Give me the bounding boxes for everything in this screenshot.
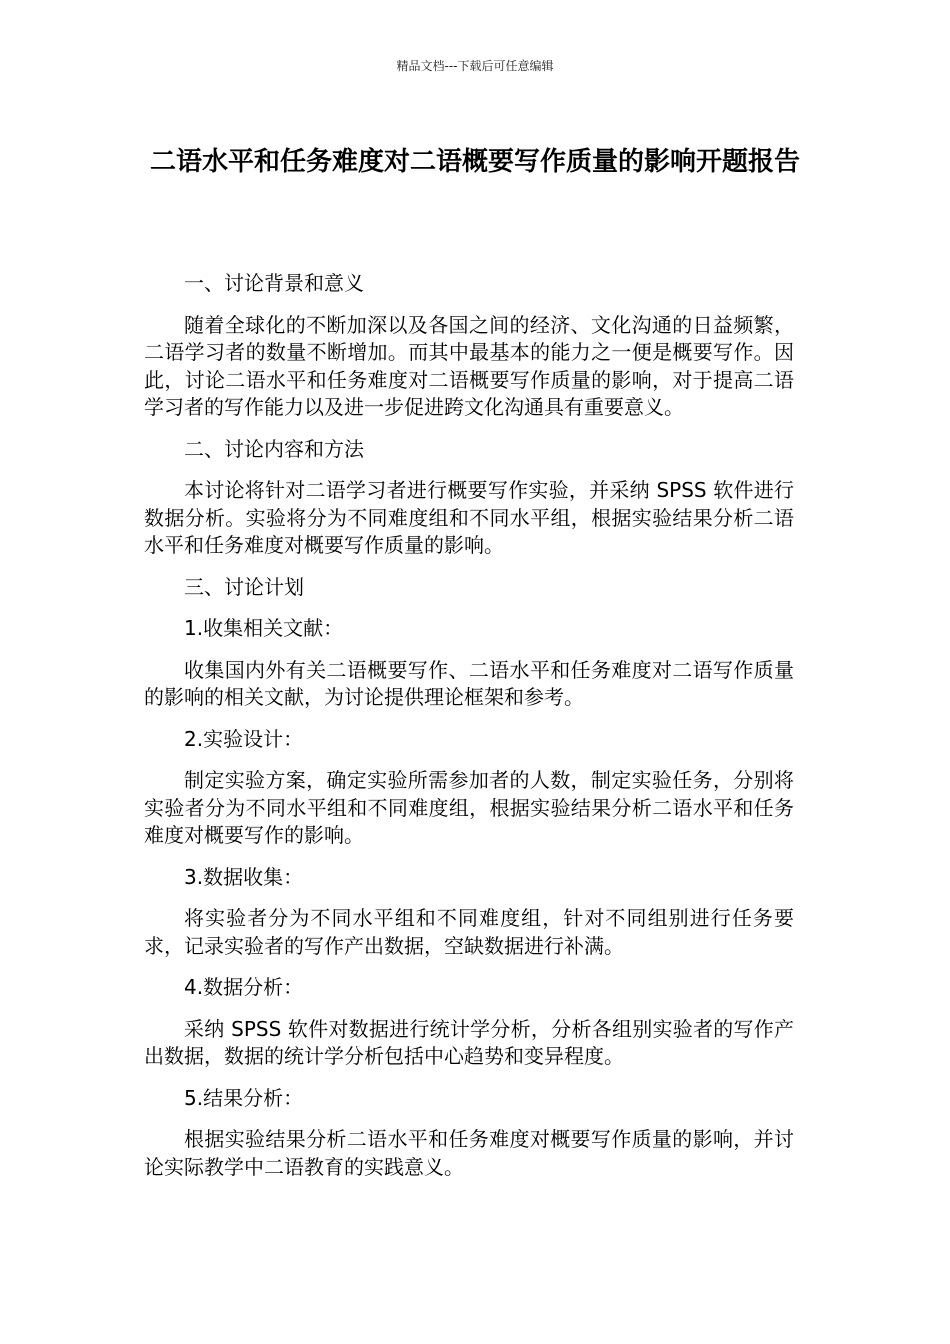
plan-step-3-heading: 3.数据收集： (184, 864, 304, 889)
section-heading-content-method: 二、讨论内容和方法 (184, 436, 364, 461)
plan-step-2-text: 制定实验方案，确定实验所需参加者的人数，制定实验任务，分别将实验者分为不同水平组和不同难度组，根据实验结果分析二语水平和任务难度对概要写作的影响。 (144, 768, 794, 847)
plan-step-5-heading: 5.结果分析： (184, 1085, 304, 1110)
plan-step-4-text: 采纳 SPSS 软件对数据进行统计学分析，分析各组别实验者的写作产出数据，数据的统计学分析包括中心趋势和变异程度。 (144, 1016, 794, 1068)
plan-step-3-text: 将实验者分为不同水平组和不同难度组，针对不同组别进行任务要求，记录实验者的写作产出数据，空缺数据进行补满。 (144, 906, 794, 958)
plan-step-4-heading: 4.数据分析： (184, 975, 304, 999)
plan-step-5-text: 根据实验结果分析二语水平和任务难度对概要写作质量的影响，并讨论实际教学中二语教育的实践意义。 (144, 1127, 794, 1179)
paragraph-background: 随着全球化的不断加深以及各国之间的经济、文化沟通的日益频繁，二语学习者的数量不断增加。而其中最基本的能力之一便是概要写作。因此，讨论二语水平和任务难度对二语概要写作质量的影响，对于提高二语学习者的写作能力以及进一步促进跨文化沟通具有重要意义。 (144, 312, 794, 419)
plan-step-2-heading: 2.实验设计： (184, 726, 304, 751)
plan-step-1-heading: 1.收集相关文献： (184, 616, 344, 640)
document-body (144, 270, 794, 1181)
page-header: 精品文档---下载后可任意编辑 (396, 59, 554, 73)
plan-step-1-text: 收集国内外有关二语概要写作、二语水平和任务难度对二语写作质量的影响的相关文献，为讨论提供理论框架和参考。 (144, 657, 794, 709)
paragraph-content-method: 本讨论将针对二语学习者进行概要写作实验，并采纳 SPSS 软件进行数据分析。实验将分为不同难度组和不同水平组，根据实验结果分析二语水平和任务难度对概要写作质量的影响。 (144, 478, 794, 557)
section-heading-background: 一、讨论背景和意义 (184, 271, 364, 295)
document-title: 二语水平和任务难度对二语概要写作质量的影响开题报告 (149, 147, 800, 177)
section-heading-plan: 三、讨论计划 (184, 574, 304, 599)
